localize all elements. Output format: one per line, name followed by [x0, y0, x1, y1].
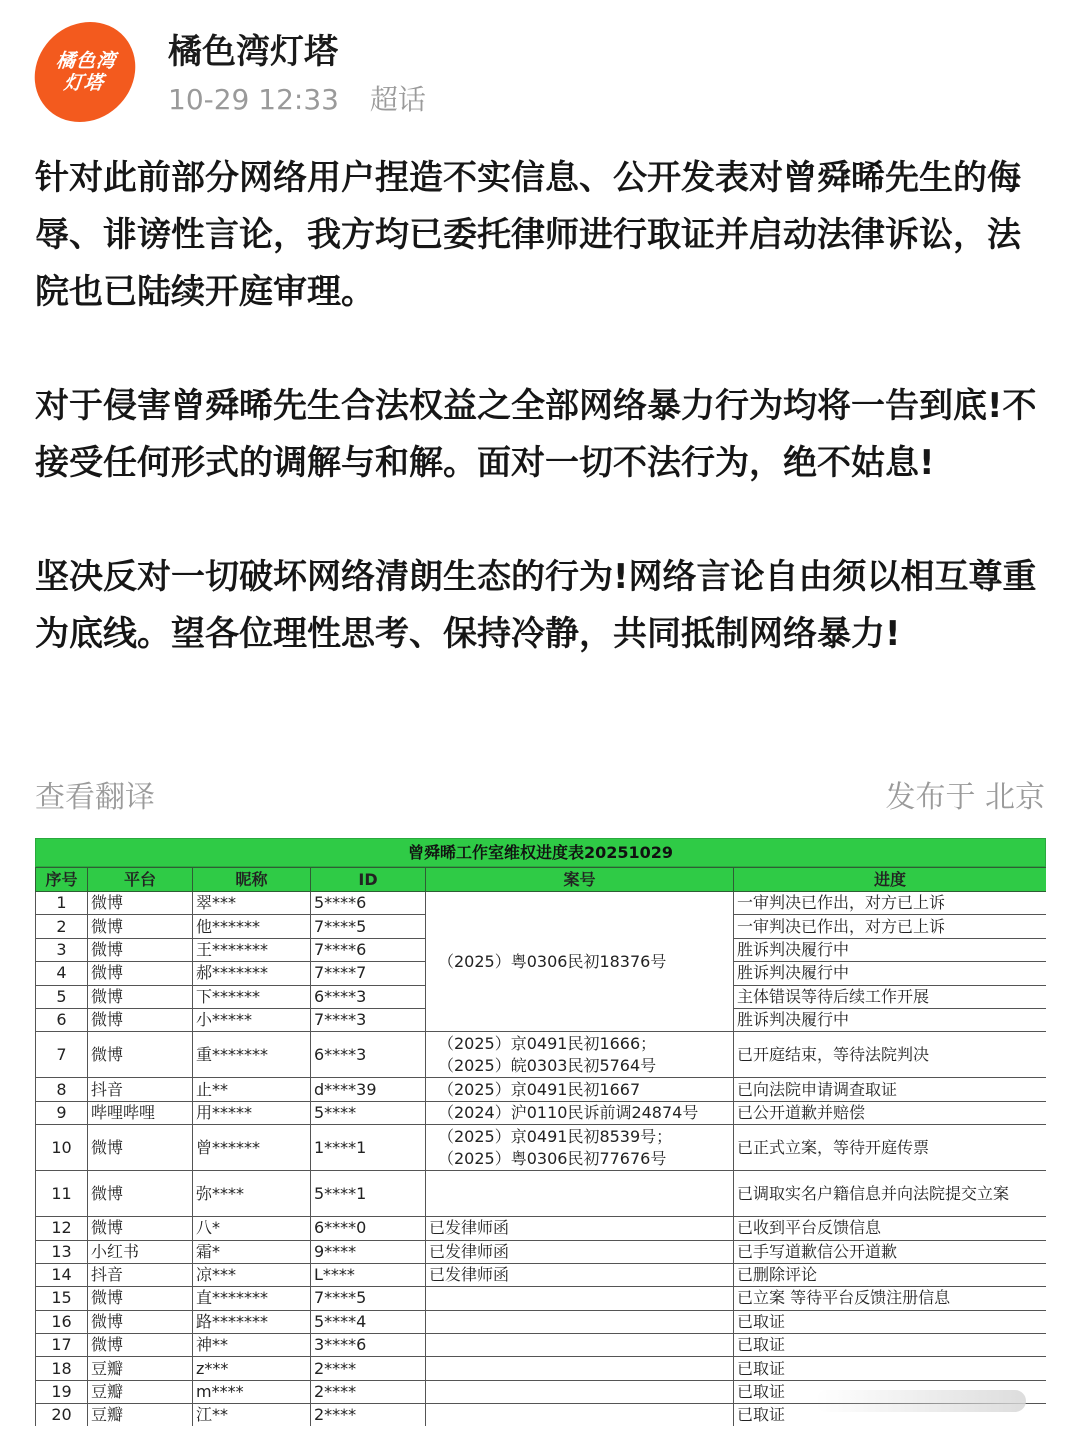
cell-id: 7****3	[311, 1008, 426, 1031]
cell-nick: 小*****	[193, 1008, 311, 1031]
cell-case	[426, 1310, 734, 1333]
cell-case	[426, 1287, 734, 1310]
post-paragraph: 针对此前部分网络用户捏造不实信息、公开发表对曾舜晞先生的侮辱、诽谤性言论，我方均已委托律师进行取证并启动法律诉讼，法院也已陆续开庭审理。	[35, 158, 1021, 312]
avatar[interactable]	[30, 22, 141, 122]
cell-id: 3****6	[311, 1334, 426, 1357]
cell-platform: 微博	[88, 1287, 193, 1310]
cell-progress: 已向法院申请调查取证	[734, 1078, 1047, 1101]
cell-id: 1****1	[311, 1125, 426, 1171]
cell-progress: 已开庭结束，等待法院判决	[734, 1032, 1047, 1078]
cell-nick: 重*******	[193, 1032, 311, 1078]
cell-progress: 已取证	[734, 1334, 1047, 1357]
author-name[interactable]: 橘色湾灯塔	[168, 32, 338, 72]
cell-case: 已发律师函	[426, 1263, 734, 1286]
cell-platform: 哔哩哔哩	[88, 1101, 193, 1124]
cell-platform: 小红书	[88, 1240, 193, 1263]
cell-progress: 已取证	[734, 1310, 1047, 1333]
cell-nick: 八*	[193, 1217, 311, 1240]
cell-nick: 江**	[193, 1404, 311, 1426]
cell-id: 5****1	[311, 1171, 426, 1217]
cell-id: 5****	[311, 1101, 426, 1124]
cell-id: 7****5	[311, 915, 426, 938]
column-header: 案号	[426, 868, 734, 892]
cell-platform: 微博	[88, 915, 193, 938]
cell-case: 已发律师函	[426, 1217, 734, 1240]
cell-nick: 曾******	[193, 1125, 311, 1171]
table-row	[36, 1078, 1047, 1101]
topic-link[interactable]: 超话	[369, 83, 426, 116]
post-paragraph: 对于侵害曾舜晞先生合法权益之全部网络暴力行为均将一告到底!不接受任何形式的调解与和解。面对一切不法行为，绝不姑息!	[35, 386, 1037, 483]
cell-platform: 豆瓣	[88, 1404, 193, 1426]
cell-platform: 微博	[88, 985, 193, 1008]
cell-id: 7****7	[311, 962, 426, 985]
cell-progress: 主体错误等待后续工作开展	[734, 985, 1047, 1008]
cell-nick: 直*******	[193, 1287, 311, 1310]
cell-case	[426, 1404, 734, 1426]
avatar-text-line-1: 橘色湾	[54, 50, 118, 72]
cell-case: 已发律师函	[426, 1240, 734, 1263]
cell-progress: 一审判决已作出，对方已上诉	[734, 892, 1047, 915]
translate-link[interactable]: 查看翻译	[35, 780, 155, 815]
cell-no: 2	[36, 915, 88, 938]
table-title: 曾舜晞工作室维权进度表20251029	[35, 838, 1046, 867]
column-header: 序号	[36, 868, 88, 892]
cell-nick: 王*******	[193, 938, 311, 961]
cell-no: 16	[36, 1310, 88, 1333]
post-location: 发布于 北京	[885, 780, 1045, 815]
cell-case	[426, 1334, 734, 1357]
cell-no: 5	[36, 985, 88, 1008]
table-row	[36, 1287, 1047, 1310]
cell-case	[426, 1125, 734, 1171]
cell-platform: 微博	[88, 1334, 193, 1357]
cell-platform: 微博	[88, 1171, 193, 1217]
cell-no: 12	[36, 1217, 88, 1240]
post-timestamp: 10-29 12:33	[168, 83, 339, 116]
cell-nick: 翠***	[193, 892, 311, 915]
cell-platform: 微博	[88, 1125, 193, 1171]
column-header: 进度	[734, 868, 1047, 892]
table-row	[36, 1217, 1047, 1240]
cell-no: 10	[36, 1125, 88, 1171]
cell-platform: 微博	[88, 892, 193, 915]
table-row	[36, 1357, 1047, 1380]
cell-nick: 他******	[193, 915, 311, 938]
cell-no: 18	[36, 1357, 88, 1380]
case-line: （2025）粤0306民初77676号	[438, 1148, 667, 1168]
post-paragraph: 坚决反对一切破坏网络清朗生态的行为!网络言论自由须以相互尊重为底线。望各位理性思考、保持冷静，共同抵制网络暴力!	[35, 557, 1037, 654]
cell-progress: 胜诉判决履行中	[734, 1008, 1047, 1031]
cell-no: 4	[36, 962, 88, 985]
cell-no: 15	[36, 1287, 88, 1310]
cell-nick: m****	[193, 1380, 311, 1403]
table-row	[36, 1101, 1047, 1124]
cell-case	[426, 1032, 734, 1078]
cell-platform: 微博	[88, 938, 193, 961]
cell-nick: 霜*	[193, 1240, 311, 1263]
cell-progress: 胜诉判决履行中	[734, 962, 1047, 985]
cell-case: （2024）沪0110民诉前调24874号	[426, 1101, 734, 1124]
cell-nick: 弥****	[193, 1171, 311, 1217]
cell-platform: 微博	[88, 1310, 193, 1333]
cell-id: 9****	[311, 1240, 426, 1263]
cell-progress: 已删除评论	[734, 1263, 1047, 1286]
cell-no: 7	[36, 1032, 88, 1078]
cell-id: 6****3	[311, 1032, 426, 1078]
cell-platform: 微博	[88, 962, 193, 985]
cell-no: 13	[36, 1240, 88, 1263]
cell-nick: z***	[193, 1357, 311, 1380]
cell-id: d****39	[311, 1078, 426, 1101]
cell-no: 1	[36, 892, 88, 915]
cell-id: L****	[311, 1263, 426, 1286]
post-text	[35, 150, 1045, 663]
cell-case	[426, 1380, 734, 1403]
cell-id: 2****	[311, 1357, 426, 1380]
cell-platform: 豆瓣	[88, 1380, 193, 1403]
cell-id: 5****4	[311, 1310, 426, 1333]
cell-nick: 凉***	[193, 1263, 311, 1286]
cell-no: 11	[36, 1171, 88, 1217]
cell-platform: 微博	[88, 1032, 193, 1078]
cell-no: 19	[36, 1380, 88, 1403]
cell-id: 6****0	[311, 1217, 426, 1240]
table-row	[36, 1125, 1047, 1171]
cell-progress: 已取证	[734, 1357, 1047, 1380]
watermark-fade	[816, 1390, 1026, 1412]
post-header	[35, 22, 1045, 122]
table-header-row	[36, 868, 1047, 892]
column-header: 平台	[88, 868, 193, 892]
cell-nick: 下******	[193, 985, 311, 1008]
cell-progress: 已立案 等待平台反馈注册信息	[734, 1287, 1047, 1310]
cell-id: 6****3	[311, 985, 426, 1008]
cell-progress: 一审判决已作出，对方已上诉	[734, 915, 1047, 938]
cell-case	[426, 1357, 734, 1380]
cell-progress: 已正式立案，等待开庭传票	[734, 1125, 1047, 1171]
cell-platform: 抖音	[88, 1078, 193, 1101]
cell-nick: 神**	[193, 1334, 311, 1357]
table-row	[36, 1171, 1047, 1217]
cell-id: 2****	[311, 1404, 426, 1426]
table-row	[36, 1032, 1047, 1078]
progress-table	[35, 867, 1046, 1426]
cell-progress: 已取证	[734, 1380, 1047, 1403]
cell-case: （2025）京0491民初1667	[426, 1078, 734, 1101]
cell-case-merged: （2025）粤0306民初18376号	[426, 892, 734, 1032]
cell-platform: 微博	[88, 1217, 193, 1240]
avatar-text-line-2: 灯塔	[62, 72, 105, 94]
cell-progress: 已取证	[734, 1404, 1047, 1426]
case-line: （2025）皖0303民初5764号	[438, 1055, 657, 1075]
cell-no: 20	[36, 1404, 88, 1426]
cell-no: 17	[36, 1334, 88, 1357]
column-header: 昵称	[193, 868, 311, 892]
cell-id: 7****6	[311, 938, 426, 961]
table-row	[36, 1310, 1047, 1333]
cell-progress: 已收到平台反馈信息	[734, 1217, 1047, 1240]
cell-id: 7****5	[311, 1287, 426, 1310]
cell-case	[426, 1171, 734, 1217]
cell-nick: 郝*******	[193, 962, 311, 985]
cell-no: 14	[36, 1263, 88, 1286]
cell-progress: 已调取实名户籍信息并向法院提交立案	[734, 1171, 1047, 1217]
cell-platform: 豆瓣	[88, 1357, 193, 1380]
cell-no: 8	[36, 1078, 88, 1101]
cell-platform: 微博	[88, 1008, 193, 1031]
column-header: ID	[311, 868, 426, 892]
cell-progress: 已公开道歉并赔偿	[734, 1101, 1047, 1124]
cell-no: 3	[36, 938, 88, 961]
cell-no: 6	[36, 1008, 88, 1031]
cell-platform: 抖音	[88, 1263, 193, 1286]
table-row	[36, 1334, 1047, 1357]
cell-progress: 胜诉判决履行中	[734, 938, 1047, 961]
cell-nick: 路*******	[193, 1310, 311, 1333]
cell-id: 2****	[311, 1380, 426, 1403]
case-line: （2025）京0491民初8539号；	[438, 1126, 673, 1146]
cell-nick: 用*****	[193, 1101, 311, 1124]
post-meta	[168, 78, 426, 118]
cell-progress: 已手写道歉信公开道歉	[734, 1240, 1047, 1263]
table-row	[36, 892, 1047, 915]
cell-no: 9	[36, 1101, 88, 1124]
cell-nick: 止**	[193, 1078, 311, 1101]
table-row	[36, 1263, 1047, 1286]
cell-id: 5****6	[311, 892, 426, 915]
case-line: （2025）京0491民初1666；	[438, 1033, 657, 1053]
table-row	[36, 1240, 1047, 1263]
post-footer	[35, 772, 1045, 816]
attached-image-progress-table[interactable]	[35, 838, 1046, 1426]
